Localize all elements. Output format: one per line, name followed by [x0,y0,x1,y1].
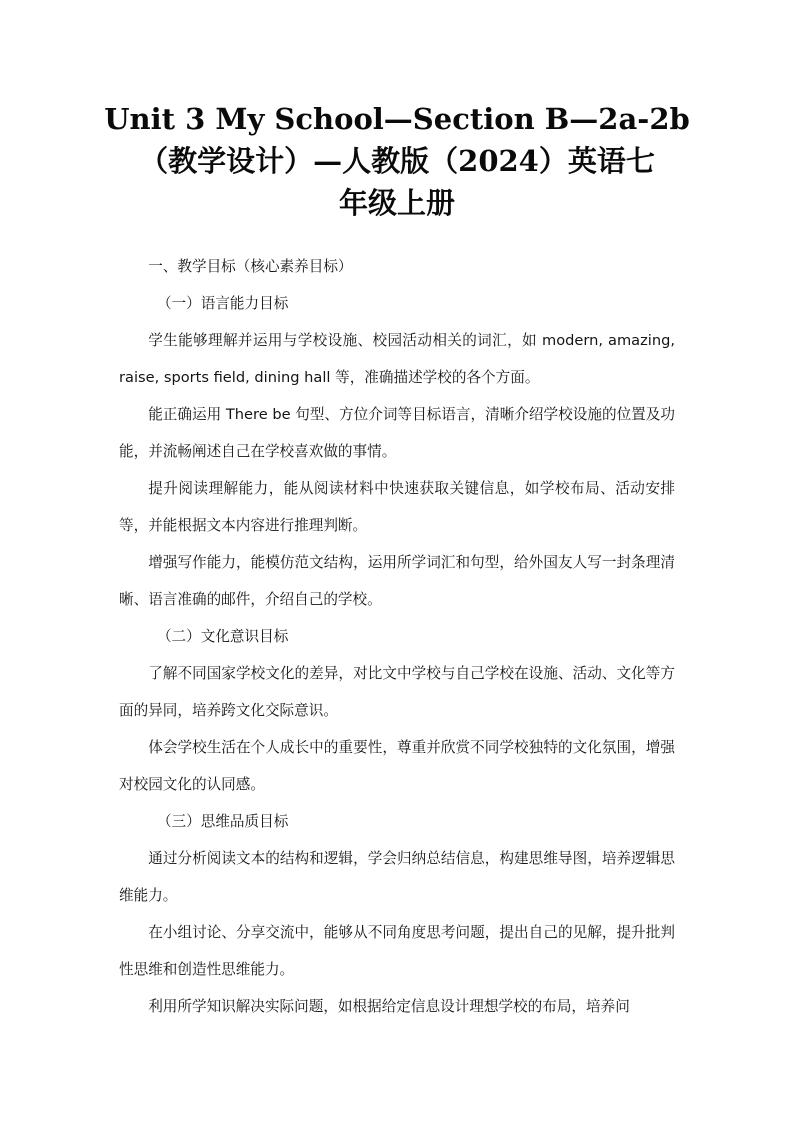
section-heading-teaching-objectives: 一、教学目标（核心素养目标） [148,258,353,275]
paragraph-language-3: 提升阅读理解能力，能从阅读材料中快速获取关键信息，如学校布局、活动安排等，并能根据文本内容进行推理判断。 [119,480,675,534]
document-title [100,98,694,224]
title-line-2: （教学设计）—人教版（2024）英语七 [139,144,655,178]
paragraph-culture-1: 了解不同国家学校文化的差异，对比文中学校与自己学校在设施、活动、文化等方面的异同，培养跨文化交际意识。 [119,665,675,719]
paragraph-thinking-1: 通过分析阅读文本的结构和逻辑，学会归纳总结信息，构建思维导图，培养逻辑思维能力。 [119,850,675,904]
subheading-cultural-awareness: （二）文化意识目标 [156,628,289,645]
paragraph-thinking-3: 利用所学知识解决实际问题，如根据给定信息设计理想学校的布局，培养问 [148,998,630,1015]
paragraph-language-2: 能正确运用 There be 句型、方位介词等目标语言，清晰介绍学校设施的位置及功能，并流畅阐述自己在学校喜欢做的事情。 [119,406,675,460]
paragraph-language-1: 学生能够理解并运用与学校设施、校园活动相关的词汇，如 modern, amazing, raise, sports field, dining hall 等，准确描述学校的各个方面。 [119,332,675,386]
subheading-language-ability: （一）语言能力目标 [156,295,289,312]
paragraph-language-4: 增强写作能力，能模仿范文结构，运用所学词汇和句型，给外国友人写一封条理清晰、语言准确的邮件，介绍自己的学校。 [119,554,675,608]
paragraph-culture-2: 体会学校生活在个人成长中的重要性，尊重并欣赏不同学校独特的文化氛围，增强对校园文化的认同感。 [119,739,675,793]
subheading-thinking-quality: （三）思维品质目标 [156,813,289,830]
document-body [119,248,675,1025]
paragraph-thinking-2: 在小组讨论、分享交流中，能够从不同角度思考问题，提出自己的见解，提升批判性思维和创造性思维能力。 [119,924,675,978]
title-line-3: 年级上册 [338,186,455,220]
title-line-1: Unit 3 My School—Section B—2a-2b [104,102,690,136]
